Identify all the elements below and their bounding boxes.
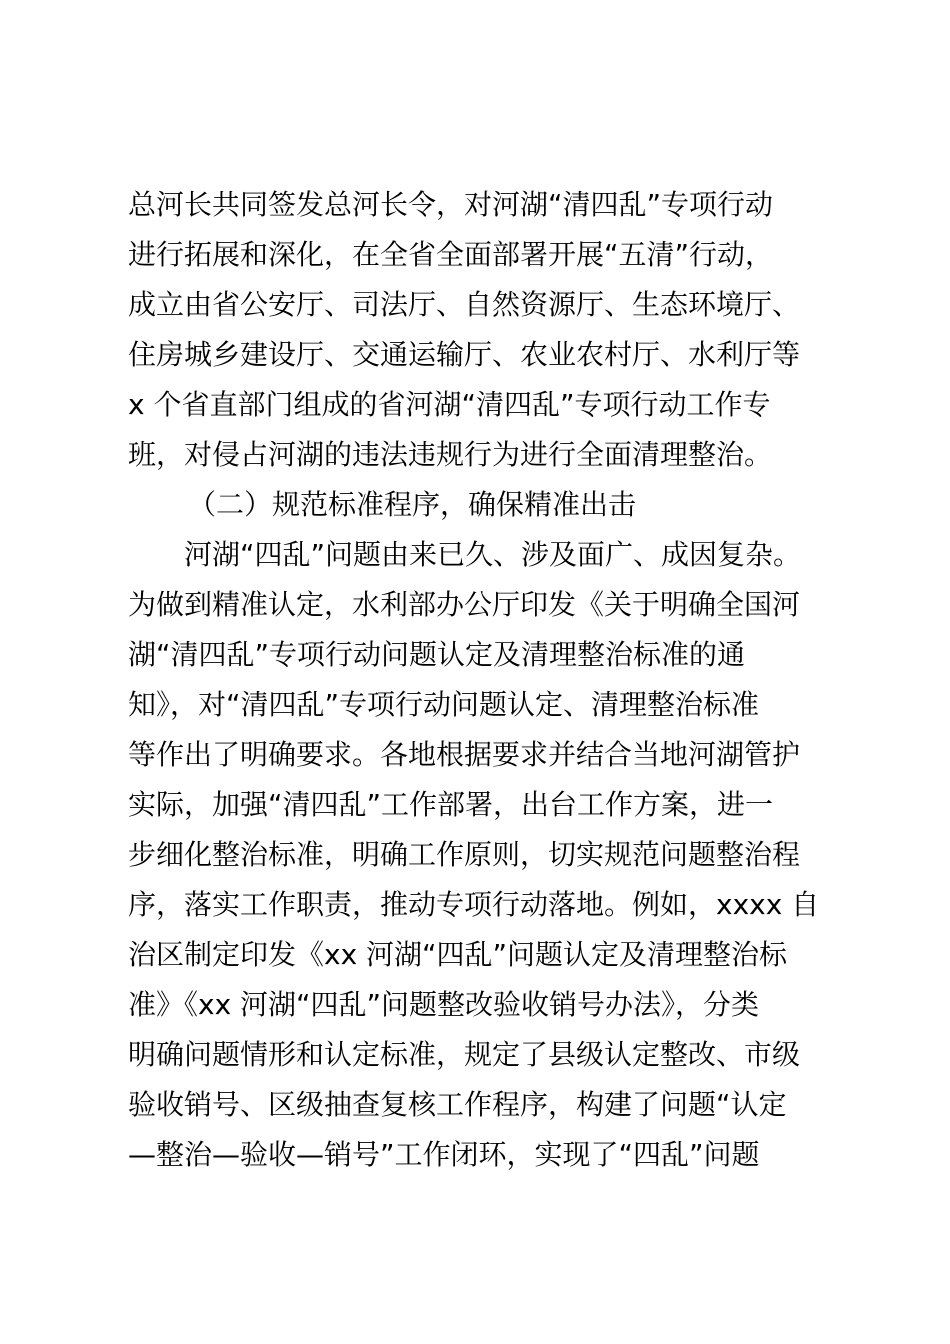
text-line: 序，落实工作职责，推动专项行动落地。例如，xxxx 自 xyxy=(128,888,820,921)
text-line: 知》，对“清四乱”专项行动问题认定、清理整治标准 xyxy=(128,688,760,721)
text-line: 治区制定印发《xx 河湖“四乱”问题认定及清理整治标 xyxy=(128,938,788,971)
text-line: 步细化整治标准，明确工作原则，切实规范问题整治程 xyxy=(128,838,801,871)
text-line: 进行拓展和深化，在全省全面部署开展“五清”行动， xyxy=(128,238,774,271)
text-line: 实际，加强“清四乱”工作部署，出台工作方案，进一 xyxy=(128,788,774,821)
text-line: 总河长共同签发总河长令，对河湖“清四乱”专项行动 xyxy=(128,188,774,221)
text-line: 成立由省公安厅、司法厅、自然资源厅、生态环境厅、 xyxy=(128,288,801,321)
text-line: —整治—验收—销号”工作闭环，实现了“四乱”问题 xyxy=(128,1138,760,1171)
section-heading: （二）规范标准程序，确保精准出击 xyxy=(188,488,637,521)
text-line: 住房城乡建设厅、交通运输厅、农业农村厅、水利厅等 xyxy=(128,338,801,371)
paragraph-first-line: 河湖“四乱”问题由来已久、涉及面广、成因复杂。 xyxy=(184,538,802,571)
text-line: x 个省直部门组成的省河湖“清四乱”专项行动工作专 xyxy=(128,388,771,421)
text-line: 明确问题情形和认定标准，规定了县级认定整改、市级 xyxy=(128,1038,801,1071)
text-line: 湖“清四乱”专项行动问题认定及清理整治标准的通 xyxy=(128,638,746,671)
body-text xyxy=(128,180,848,1180)
text-line: 验收销号、区级抽查复核工作程序，构建了问题“认定 xyxy=(128,1088,787,1121)
text-line: 为做到精准认定，水利部办公厅印发《关于明确全国河 xyxy=(128,588,801,621)
text-line: 班，对侵占河湖的违法违规行为进行全面清理整治。 xyxy=(128,438,773,471)
text-line: 准》《xx 河湖“四乱”问题整改验收销号办法》，分类 xyxy=(128,988,760,1021)
text-line: 等作出了明确要求。各地根据要求并结合当地河湖管护 xyxy=(128,738,801,771)
